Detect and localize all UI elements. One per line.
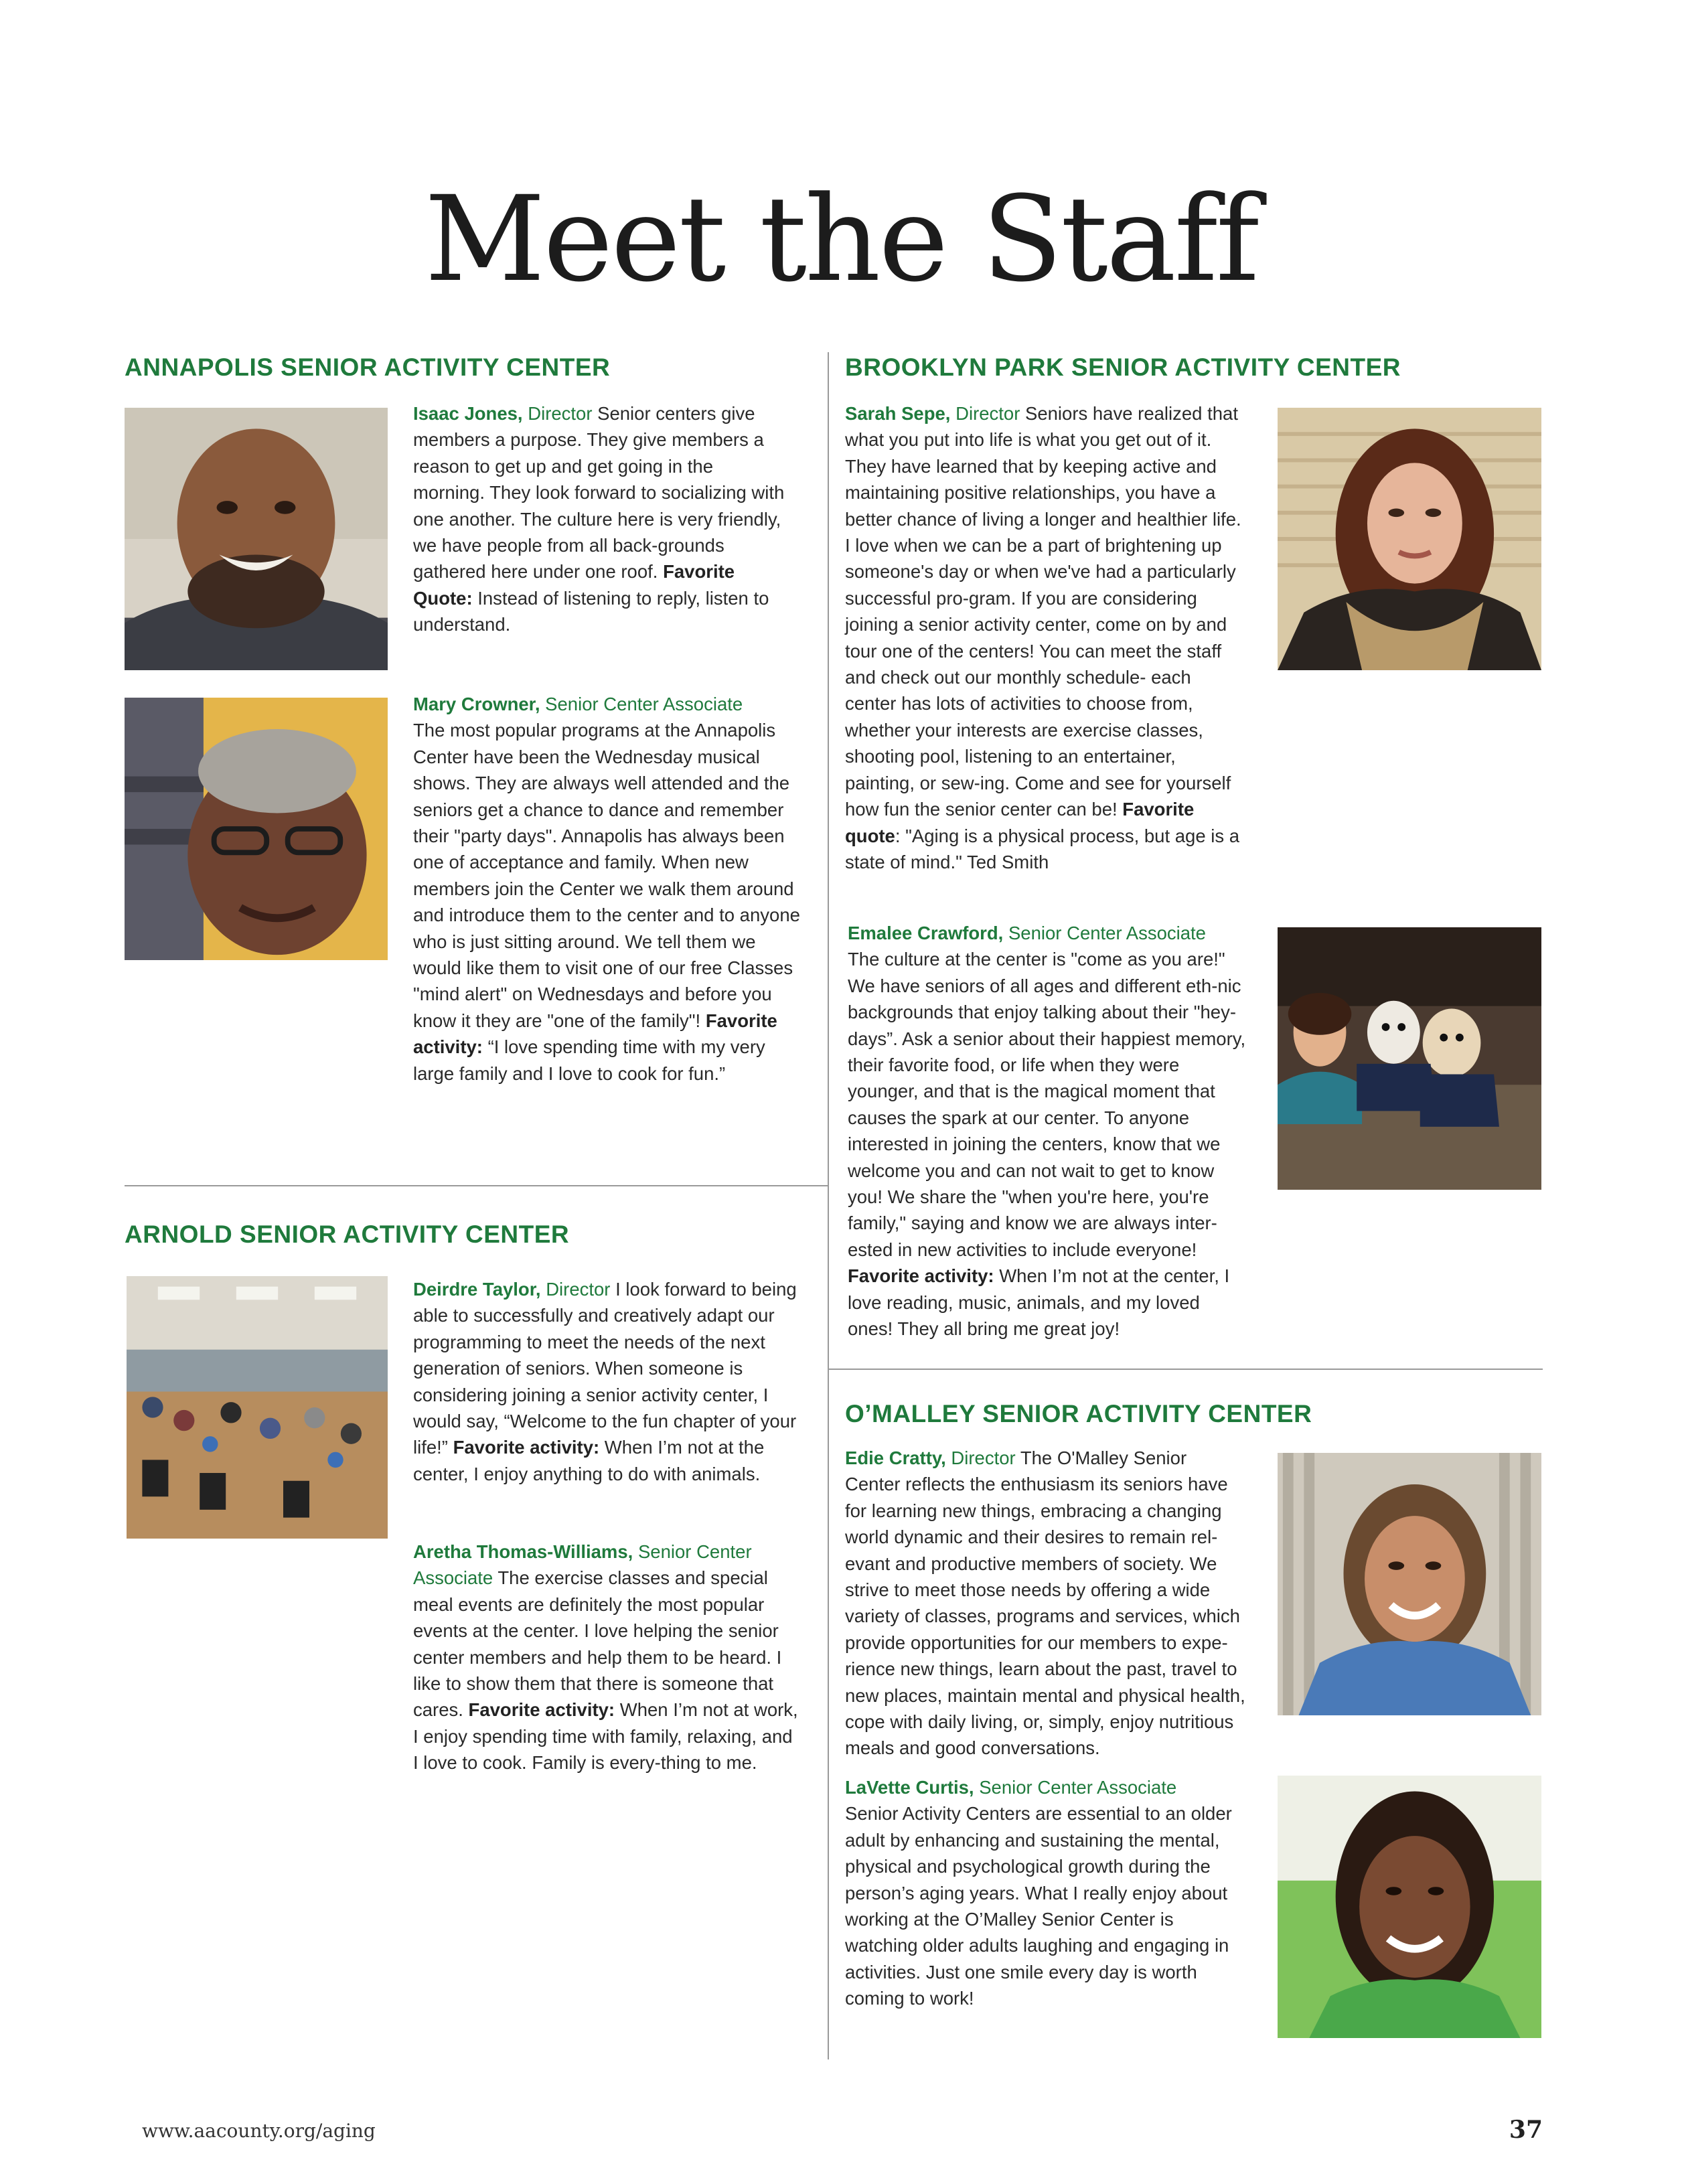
deirdre-taylor-bio: [413, 1276, 801, 1487]
deirdre-taylor-role: Director: [546, 1279, 611, 1300]
isaac-jones-text: Senior centers give members a purpose. They give members a reason to get up and get going in the morning. They look forward to socializing with one another. The culture here is very friendly, we have people from all back-grounds gathered here under one roof.: [413, 403, 785, 582]
arnold-exercise-class-photo: [127, 1276, 388, 1539]
isaac-jones-photo: [125, 408, 388, 670]
aretha-thomas-williams-fav-text: When I’m not at work, I enjoy spending time with family, relaxing, and I love to cook. Family is every-thing to me.: [413, 1699, 798, 1774]
sarah-sepe-name: Sarah Sepe,: [845, 403, 951, 424]
emalee-crawford-fav-label: Favorite activity:: [848, 1265, 994, 1287]
edie-cratty-name: Edie Cratty,: [845, 1448, 946, 1468]
mary-crowner-photo: [125, 698, 388, 960]
footer-url[interactable]: www.aacounty.org/aging: [142, 2120, 376, 2142]
aretha-thomas-williams-role: Senior Center Associate: [413, 1541, 752, 1589]
deirdre-taylor-text: I look forward to being able to successfully and creatively adapt our programming to meet the needs of the next generation of seniors. When someone is considering joining a senior activity center, I would say, “Welcome to the fun chapter of your life!”: [413, 1279, 797, 1458]
aretha-thomas-williams-text: The exercise classes and special meal events are definitely the most popular events at the center. I love helping the senior center members and help them to be heard. I like to show them that there is someone that cares.: [413, 1567, 782, 1721]
mary-crowner-bio: [413, 691, 808, 1087]
sarah-sepe-role: Director: [955, 403, 1020, 424]
sarah-sepe-text: Seniors have realized that what you put into life is what you get out of it. They have learned that by keeping active and maintaining positive relationships, you have a better chance of living a longer and healthier life. I love when we can be a part of brightening up someone's day or when we've had a particularly successful pro-gram. If you are considering joining a senior activity center, come on by and tour one of the centers! You can meet the staff and check out our monthly schedule- each center has lots of activities to choose from, whether your interests are exercise classes, shooting pool, listening to an entertainer, painting, or sew-ing. Come and see for yourself how fun the senior center can be!: [845, 403, 1241, 820]
lavette-curtis-photo: [1278, 1776, 1541, 2038]
isaac-jones-name: Isaac Jones,: [413, 403, 523, 424]
lavette-curtis-text: Senior Activity Centers are essential to an older adult by enhancing and sustaining the mental, physical and psychological growth during the person’s aging years. What I really enjoy about working at the O’Malley Senior Center is watching older adults laughing and engaging in activities. Just one smile every day is worth coming to work!: [845, 1803, 1232, 2009]
omalley-heading: O’MALLEY SENIOR ACTIVITY CENTER: [845, 1400, 1312, 1427]
emalee-crawford-text: The culture at the center is "come as you are!" We have seniors of all ages and different eth-nic backgrounds that enjoy talking about their "hey-days”. Ask a senior about their happiest memory, their favorite food, or life when they were younger, and that is the magical moment that causes the spark at our center. To anyone interested in joining the centers, know that we welcome you and can not wait to get to know you! We share the "when you're here, you're family," saying and know we are always inter-ested in new activities to include everyone!: [848, 949, 1246, 1260]
arnold-heading: ARNOLD SENIOR ACTIVITY CENTER: [125, 1221, 570, 1248]
mary-crowner-role: Senior Center Associate: [545, 694, 743, 714]
deirdre-taylor-fav-label: Favorite activity:: [453, 1437, 600, 1458]
aretha-thomas-williams-fav-label: Favorite activity:: [468, 1699, 615, 1721]
edie-cratty-role: Director: [951, 1448, 1016, 1468]
annapolis-heading: ANNAPOLIS SENIOR ACTIVITY CENTER: [125, 354, 611, 381]
emalee-crawford-role: Senior Center Associate: [1008, 923, 1206, 943]
page-number: 37: [1509, 2116, 1543, 2144]
section-divider-brooklyn-omalley: [828, 1369, 1543, 1370]
sarah-sepe-fav-text: : "Aging is a physical process, but age is a state of mind." Ted Smith: [845, 825, 1240, 872]
mary-crowner-name: Mary Crowner,: [413, 694, 540, 714]
isaac-jones-fav-text: Instead of listening to reply, listen to understand.: [413, 587, 769, 635]
edie-cratty-bio: [845, 1445, 1245, 1762]
lavette-curtis-bio: [845, 1774, 1247, 2012]
edie-cratty-photo: [1278, 1453, 1541, 1715]
mary-crowner-text: The most popular programs at the Annapolis Center have been the Wednesday musical shows. They are always well attended and the seniors get a chance to dance and remember their "party days". Annapolis has always been one of acceptance and family. When new members join the Center we walk them around and introduce them to the center and to anyone who is just sitting around. We tell them we would like them to visit one of our free Classes "mind alert" on Wednesdays and before you know it they are "one of the family"!: [413, 720, 800, 1031]
emalee-crawford-name: Emalee Crawford,: [848, 923, 1004, 943]
deirdre-taylor-fav-text: When I’m not at the center, I enjoy anything to do with animals.: [413, 1437, 765, 1484]
edie-cratty-text: The O'Malley Senior Center reflects the enthusiasm its seniors have for learning new things, embracing a changing world dynamic and their desires to remain rel-evant and productive members of society. We strive to meet those needs by offering a wide variety of classes, programs and services, which provide opportunities for our members to expe-rience new things, learn about the past, travel to new places, maintain mental and physical health, cope with daily living, or, simply, enjoy nutritious meals and good conversations.: [845, 1448, 1245, 1759]
emalee-crawford-bio: [848, 920, 1249, 1342]
isaac-jones-role: Director: [528, 403, 593, 424]
isaac-jones-fav-label: Favorite Quote:: [413, 561, 735, 609]
page-title: Meet the Staff: [425, 171, 1257, 308]
mary-crowner-fav-label: Favorite activity:: [413, 1010, 777, 1058]
aretha-thomas-williams-bio: [413, 1539, 801, 1776]
section-divider-annapolis-arnold: [125, 1185, 828, 1186]
emalee-crawford-photo: [1278, 927, 1541, 1190]
aretha-thomas-williams-name: Aretha Thomas-Williams,: [413, 1541, 633, 1562]
column-divider: [828, 352, 829, 2059]
sarah-sepe-fav-label: Favorite quote: [845, 799, 1195, 846]
lavette-curtis-role: Senior Center Associate: [979, 1777, 1177, 1798]
lavette-curtis-name: LaVette Curtis,: [845, 1777, 974, 1798]
deirdre-taylor-name: Deirdre Taylor,: [413, 1279, 541, 1300]
mary-crowner-fav-text: “I love spending time with my very large family and I love to cook for fun.”: [413, 1036, 765, 1084]
brooklyn-park-heading: BROOKLYN PARK SENIOR ACTIVITY CENTER: [845, 354, 1401, 381]
isaac-jones-bio: [413, 400, 785, 638]
sarah-sepe-photo: [1278, 408, 1541, 670]
sarah-sepe-bio: [845, 400, 1243, 875]
emalee-crawford-fav-text: When I’m not at the center, I love reading, music, animals, and my loved ones! They all bring me great joy!: [848, 1265, 1230, 1340]
